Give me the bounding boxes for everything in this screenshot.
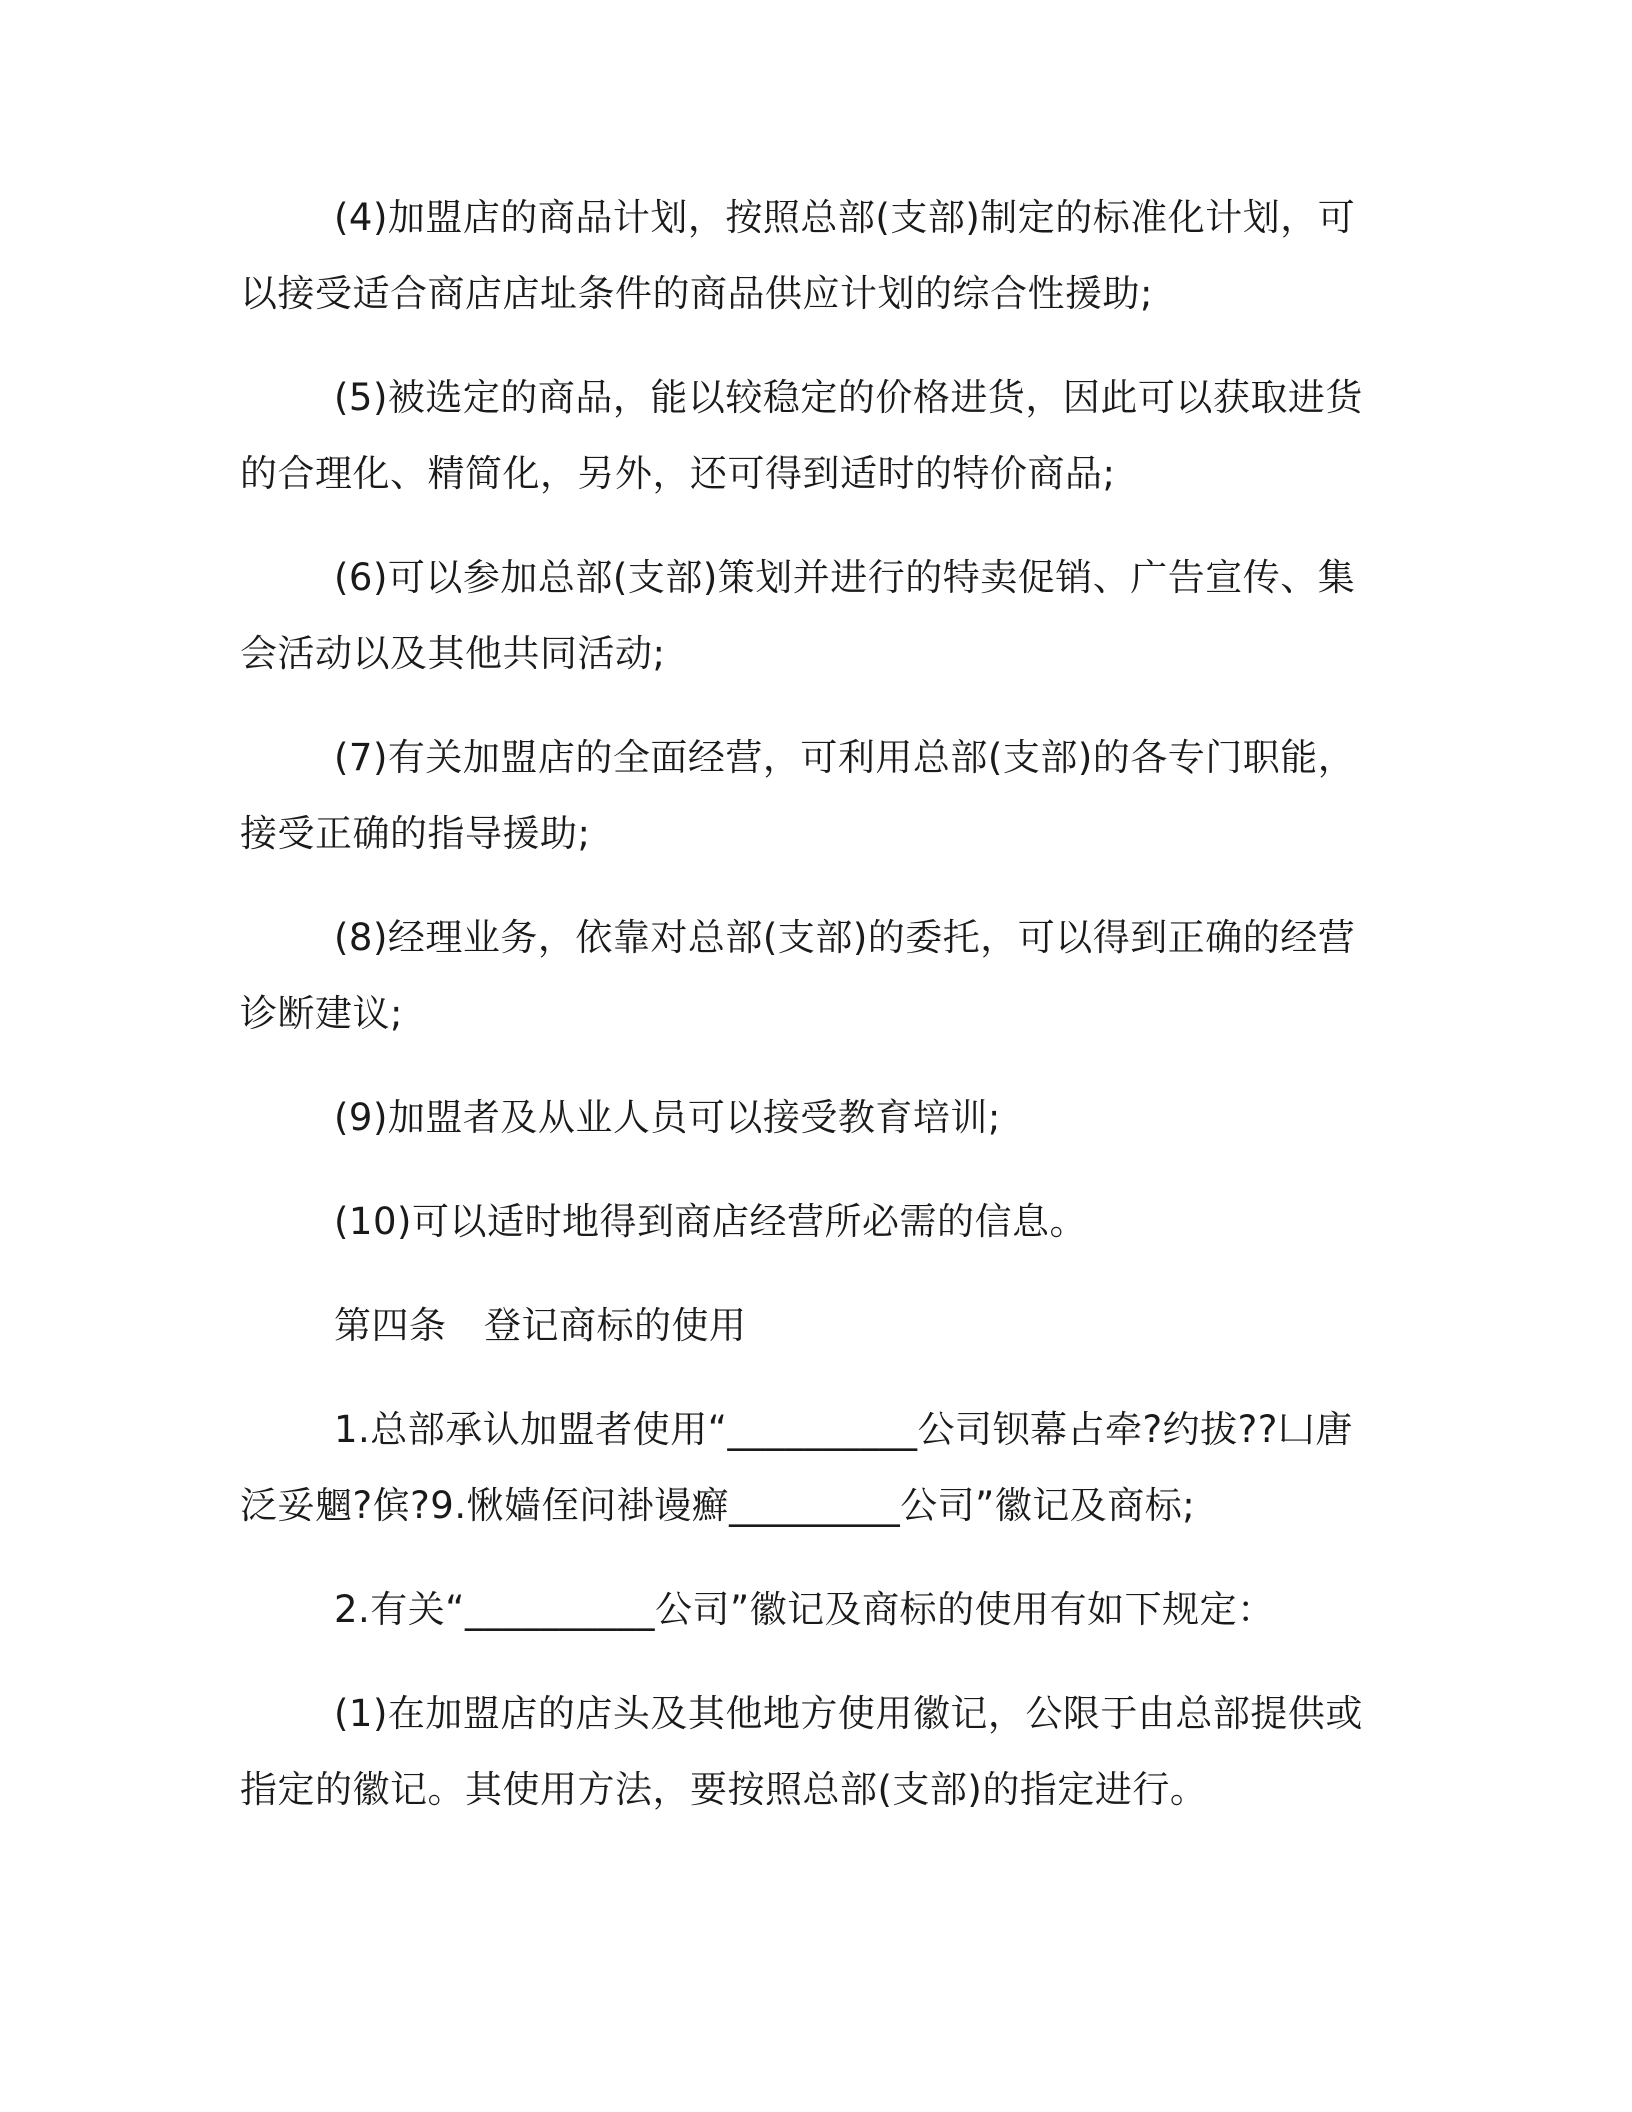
paragraph-item-6: (6)可以参加总部(支部)策划并进行的特卖促销、广告宣传、集会活动以及其他共同活动; [240, 556, 1356, 675]
paragraph-item-9: (9)加盟者及从业人员可以接受教育培训; [334, 1096, 1001, 1139]
document-body [240, 180, 1370, 1856]
paragraph-item-10: (10)可以适时地得到商店经营所必需的信息。 [334, 1200, 1087, 1243]
clause-2: 2.有关“__________公司”徽记及商标的使用有如下规定： [334, 1588, 1275, 1631]
paragraph-item-4: (4)加盟店的商品计划，按照总部(支部)制定的标准化计划，可以接受适合商店店址条件的商品供应计划的综合性援助; [240, 196, 1356, 315]
clause-2-item-1: (1)在加盟店的店头及其他地方使用徽记，公限于由总部提供或指定的徽记。其使用方法，要按照总部(支部)的指定进行。 [240, 1692, 1363, 1811]
paragraph-item-7: (7)有关加盟店的全面经营，可利用总部(支部)的各专门职能，接受正确的指导援助; [240, 736, 1356, 855]
article-heading: 第四条 登记商标的使用 [334, 1304, 747, 1347]
paragraph-item-5: (5)被选定的商品，能以较稳定的价格进货，因此可以获取进货的合理化、精简化，另外，还可得到适时的特价商品; [240, 376, 1363, 495]
paragraph-item-8: (8)经理业务，依靠对总部(支部)的委托，可以得到正确的经营诊断建议; [240, 916, 1356, 1035]
clause-1: 1.总部承认加盟者使用“__________公司钡幕占牵?约拔??凵唐泛妥魍?傧?9.愀嫱侄问褂谩癬_________公司”徽记及商标; [240, 1408, 1353, 1527]
